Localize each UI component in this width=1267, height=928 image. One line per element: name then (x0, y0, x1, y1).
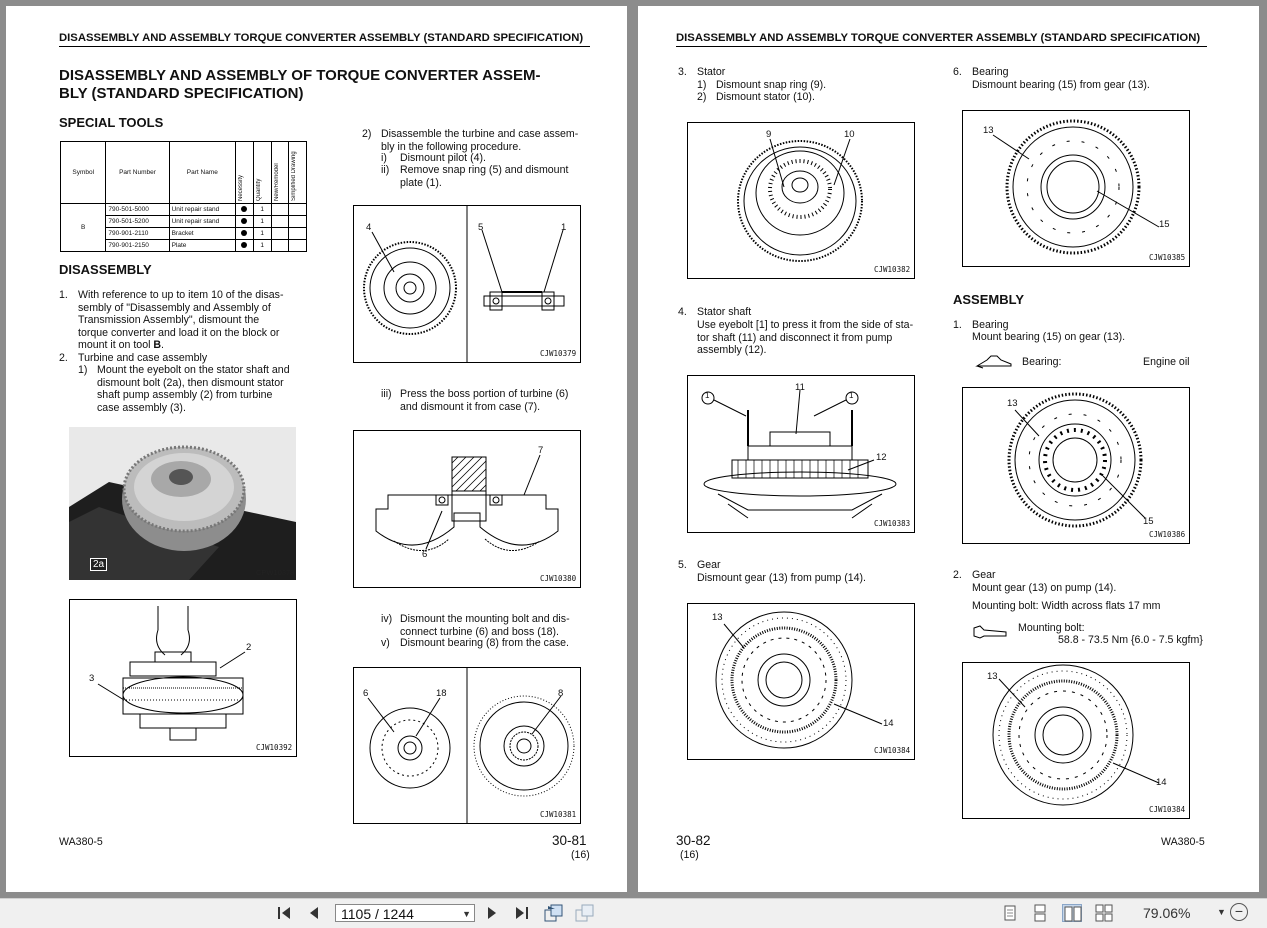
text-line: Use eyebolt [1] to press it from the side of sta- (697, 319, 914, 331)
callout-13: 13 (983, 125, 994, 136)
th-necessity: Necessity (238, 174, 245, 201)
page-number-field[interactable] (335, 904, 475, 922)
continuous-facing-view-button[interactable] (1094, 904, 1114, 922)
th-new-remodel: New/Remodel (273, 162, 280, 201)
facing-pages-icon (1063, 905, 1083, 923)
text-line: dismount bolt (2a), then dismount stator (97, 376, 284, 389)
photo-torque-converter (69, 427, 296, 580)
text-line: tor shaft (11) and disconnect it from pump (697, 331, 893, 344)
page-number: 30-81 (552, 833, 587, 848)
callout-9: 9 (766, 129, 772, 140)
figure-graphic (354, 206, 580, 362)
previous-page-button[interactable] (306, 905, 322, 925)
th-part-number: Part Number (106, 142, 169, 204)
callout-13: 13 (1007, 398, 1018, 409)
lubricant-label: Bearing: (1022, 356, 1062, 368)
torque-value: 58.8 - 73.5 Nm {6.0 - 7.5 kgfm} (1058, 634, 1203, 646)
step-1-number: 1. (59, 289, 68, 301)
text-span: . (161, 339, 164, 352)
viewer-toolbar (0, 898, 1267, 928)
cell-symbol: B (61, 204, 106, 252)
continuous-facing-icon (1094, 904, 1114, 922)
callout-2: 2 (246, 642, 252, 653)
cell-part-name: Unit repair stand (169, 204, 235, 216)
page-revision: (16) (680, 849, 699, 861)
text-line: Dismount the mounting bolt and dis- (400, 613, 570, 625)
step-5-title: Gear (697, 559, 721, 571)
callout-10: 10 (844, 129, 855, 140)
text-line: bly in the following procedure. (381, 140, 522, 153)
callout-1: 1 (561, 222, 567, 233)
figure-graphic (963, 663, 1189, 818)
cell-part-number: 790-901-2110 (106, 228, 169, 240)
callout-circled-1b: 1 (849, 391, 854, 400)
cell-part-name: Bracket (169, 228, 235, 240)
th-symbol: Symbol (61, 142, 106, 204)
callout-4: 4 (366, 222, 372, 233)
callout-8: 8 (558, 688, 564, 699)
step-2-1-text (97, 364, 317, 414)
step-5-number: 5. (678, 559, 687, 571)
step-ii-text (400, 164, 600, 189)
step-ii-number: ii) (381, 164, 390, 176)
step-3-1-number: 1) (697, 79, 707, 91)
callout-14: 14 (1156, 777, 1167, 788)
next-page-icon (484, 905, 500, 921)
figure-code: CJW10379 (540, 349, 577, 358)
cell-part-name: Plate (169, 240, 235, 252)
callout-11: 11 (795, 382, 805, 393)
text-line: sembly of "Disassembly and Assembly of (78, 301, 271, 314)
th-part-name: Part Name (169, 142, 235, 204)
cell-part-number: 790-501-5200 (106, 216, 169, 228)
necessity-dot (241, 218, 247, 224)
facing-view-button[interactable] (1062, 904, 1082, 922)
figure-code: CJW10386 (1149, 530, 1186, 539)
callout-14: 14 (883, 718, 894, 729)
step-6-number: 6. (953, 66, 962, 78)
step-3-2-text: Dismount stator (10). (716, 91, 815, 103)
figure-cjw10385 (962, 110, 1190, 267)
cell-part-name: Unit repair stand (169, 216, 235, 228)
photo-code: CPW10378 (256, 568, 295, 577)
right-page (638, 6, 1259, 892)
step-iii-number: iii) (381, 388, 392, 400)
figure-cjw10383 (687, 375, 915, 533)
step-6-title: Bearing (972, 66, 1009, 78)
cell-qty: 1 (253, 216, 271, 228)
figure-cjw10381 (353, 667, 581, 824)
page-revision: (16) (571, 849, 590, 861)
step-iv-text (400, 613, 600, 638)
callout-18: 18 (436, 688, 447, 699)
cell-qty: 1 (253, 228, 271, 240)
assembly-step-1-title: Bearing (972, 319, 1009, 331)
zoom-out-button[interactable] (1230, 903, 1248, 921)
figure-graphic (354, 668, 580, 823)
last-page-button[interactable] (512, 905, 532, 925)
callout-3: 3 (89, 673, 95, 684)
assembly-heading: ASSEMBLY (953, 292, 1025, 307)
torque-wrench-icon (972, 624, 1008, 640)
previous-page-icon (306, 905, 322, 921)
photo-label: 2a (90, 558, 107, 571)
zoom-dropdown-icon[interactable]: ▼ (1217, 907, 1226, 917)
cell-part-number: 790-501-5000 (106, 204, 169, 216)
figure-cjw10379 (353, 205, 581, 363)
figure-code: CJW10392 (256, 743, 293, 752)
step-3-number: 3. (678, 66, 687, 78)
text-line: With reference to up to item 10 of the disas- (78, 289, 284, 301)
zoom-out-icon: − (1234, 903, 1244, 919)
figure-code: CJW10384 (1149, 805, 1186, 814)
first-page-button[interactable] (276, 905, 296, 925)
footer-model: WA380-5 (59, 836, 103, 848)
text-line (78, 339, 318, 352)
assembly-step-1-text: Mount bearing (15) on gear (13). (972, 331, 1126, 343)
figure-code: CJW10384 (874, 746, 911, 755)
text-line: Mount the eyebolt on the stator shaft and (97, 364, 290, 376)
continuous-icon (1030, 904, 1050, 922)
callout-15: 15 (1159, 219, 1170, 230)
assembly-step-2-number: 2. (953, 569, 962, 581)
text-line: Transmission Assembly", dismount the (78, 314, 260, 327)
left-page (6, 6, 627, 892)
step-5-text: Dismount gear (13) from pump (14). (697, 572, 866, 584)
text-line: assembly (12). (697, 344, 767, 357)
special-tools-heading: SPECIAL TOOLS (59, 115, 164, 130)
th-quantity: Quantity (255, 178, 262, 201)
text-line: Disassemble the turbine and case assem- (381, 128, 579, 140)
callout-6: 6 (363, 688, 369, 699)
go-forward-view-icon (574, 903, 596, 923)
page-header: DISASSEMBLY AND ASSEMBLY TORQUE CONVERTER ASSEMBLY (STANDARD SPECIFICATION) (676, 32, 1207, 47)
step-4-text (697, 319, 932, 357)
step-iv-number: iv) (381, 613, 393, 625)
first-page-icon (276, 905, 296, 921)
figure-graphic (354, 431, 580, 587)
figure-code: CJW10383 (874, 519, 911, 528)
necessity-dot (241, 242, 247, 248)
necessity-dot (241, 230, 247, 236)
step-v-number: v) (381, 637, 390, 649)
step-v-text: Dismount bearing (8) from the case. (400, 637, 569, 649)
assembly-step-2-title: Gear (972, 569, 996, 581)
text-line: and dismount it from case (7). (400, 400, 541, 413)
text-line: plate (1). (400, 176, 442, 189)
footer-model: WA380-5 (1161, 836, 1205, 848)
assembly-step-2-bolt: Mounting bolt: Width across flats 17 mm (972, 600, 1161, 612)
th-simplified-drawing: Simplified Drawing (291, 150, 298, 201)
step-2-title: Turbine and case assembly (78, 352, 208, 364)
continuous-view-button[interactable] (1030, 904, 1050, 922)
text-line: connect turbine (6) and boss (18). (400, 625, 559, 638)
title-line-2: BLY (STANDARD SPECIFICATION) (59, 85, 304, 102)
text-span: mount it on tool (78, 339, 154, 352)
figure-cjw10392 (69, 599, 297, 757)
figure-cjw10384-b (962, 662, 1190, 819)
step-2-2-number: 2) (362, 128, 372, 140)
disassembly-heading: DISASSEMBLY (59, 262, 152, 277)
text-line: Press the boss portion of turbine (6) (400, 388, 569, 400)
assembly-step-1-number: 1. (953, 319, 962, 331)
figure-cjw10380 (353, 430, 581, 588)
page-header: DISASSEMBLY AND ASSEMBLY TORQUE CONVERTER ASSEMBLY (STANDARD SPECIFICATION) (59, 32, 590, 47)
go-forward-view-button[interactable] (574, 903, 596, 927)
figure-graphic (963, 111, 1189, 266)
callout-5: 5 (478, 222, 484, 233)
step-i-text: Dismount pilot (4). (400, 152, 486, 164)
figure-graphic (688, 123, 914, 278)
assembly-step-2-text: Mount gear (13) on pump (14). (972, 582, 1117, 594)
page-title (59, 67, 540, 103)
zoom-level[interactable]: 79.06% (1143, 905, 1191, 921)
step-2-1-number: 1) (78, 364, 88, 376)
callout-7: 7 (538, 445, 544, 456)
figure-graphic (70, 600, 296, 756)
necessity-dot (241, 206, 247, 212)
step-iii-text (400, 388, 600, 413)
step-2-2-text (381, 128, 596, 153)
cell-qty: 1 (253, 204, 271, 216)
figure-code: CJW10385 (1149, 253, 1186, 262)
text-line: shaft pump assembly (2) from turbine (97, 389, 273, 402)
callout-6: 6 (422, 549, 428, 560)
page-number: 30-82 (676, 833, 711, 848)
step-3-1-text: Dismount snap ring (9). (716, 79, 827, 91)
step-3-title: Stator (697, 66, 726, 78)
figure-code: CJW10382 (874, 265, 911, 274)
figure-graphic (963, 388, 1189, 543)
single-page-icon (1000, 904, 1020, 922)
oil-can-icon (975, 352, 1013, 370)
step-6-text: Dismount bearing (15) from gear (13). (972, 79, 1150, 91)
title-line-1: DISASSEMBLY AND ASSEMBLY OF TORQUE CONVERTER ASSEM- (59, 67, 541, 84)
step-4-number: 4. (678, 306, 687, 318)
next-page-button[interactable] (484, 905, 500, 925)
page-number-value: 1105 / 1244 (341, 906, 414, 922)
figure-graphic (688, 604, 914, 759)
step-i-number: i) (381, 152, 387, 164)
lubricant-value: Engine oil (1143, 356, 1190, 368)
figure-code: CJW10381 (540, 810, 577, 819)
text-line: Remove snap ring (5) and dismount (400, 164, 569, 176)
text-line: case assembly (3). (97, 401, 186, 414)
go-back-view-icon (543, 903, 565, 923)
figure-cjw10382 (687, 122, 915, 279)
figure-cjw10386 (962, 387, 1190, 544)
step-2-number: 2. (59, 352, 68, 364)
callout-13: 13 (712, 612, 723, 623)
step-1-text (78, 289, 318, 352)
callout-13: 13 (987, 671, 998, 682)
callout-circled-1: 1 (705, 391, 710, 400)
cell-qty: 1 (253, 240, 271, 252)
cell-part-number: 790-901-2150 (106, 240, 169, 252)
figure-code: CJW10380 (540, 574, 577, 583)
step-3-2-number: 2) (697, 91, 707, 103)
special-tools-table (60, 141, 307, 252)
single-page-view-button[interactable] (1000, 904, 1020, 922)
torque-label: Mounting bolt: (1018, 622, 1085, 634)
table-row (61, 204, 307, 216)
tool-ref: B (153, 339, 162, 352)
text-line: torque converter and load it on the block or (78, 326, 280, 339)
go-back-view-button[interactable] (543, 903, 565, 927)
last-page-icon (512, 905, 532, 921)
callout-12: 12 (876, 452, 887, 463)
step-4-title: Stator shaft (697, 306, 752, 318)
dropdown-arrow-icon[interactable]: ▼ (462, 909, 471, 919)
figure-cjw10384-a (687, 603, 915, 760)
callout-15: 15 (1143, 516, 1154, 527)
